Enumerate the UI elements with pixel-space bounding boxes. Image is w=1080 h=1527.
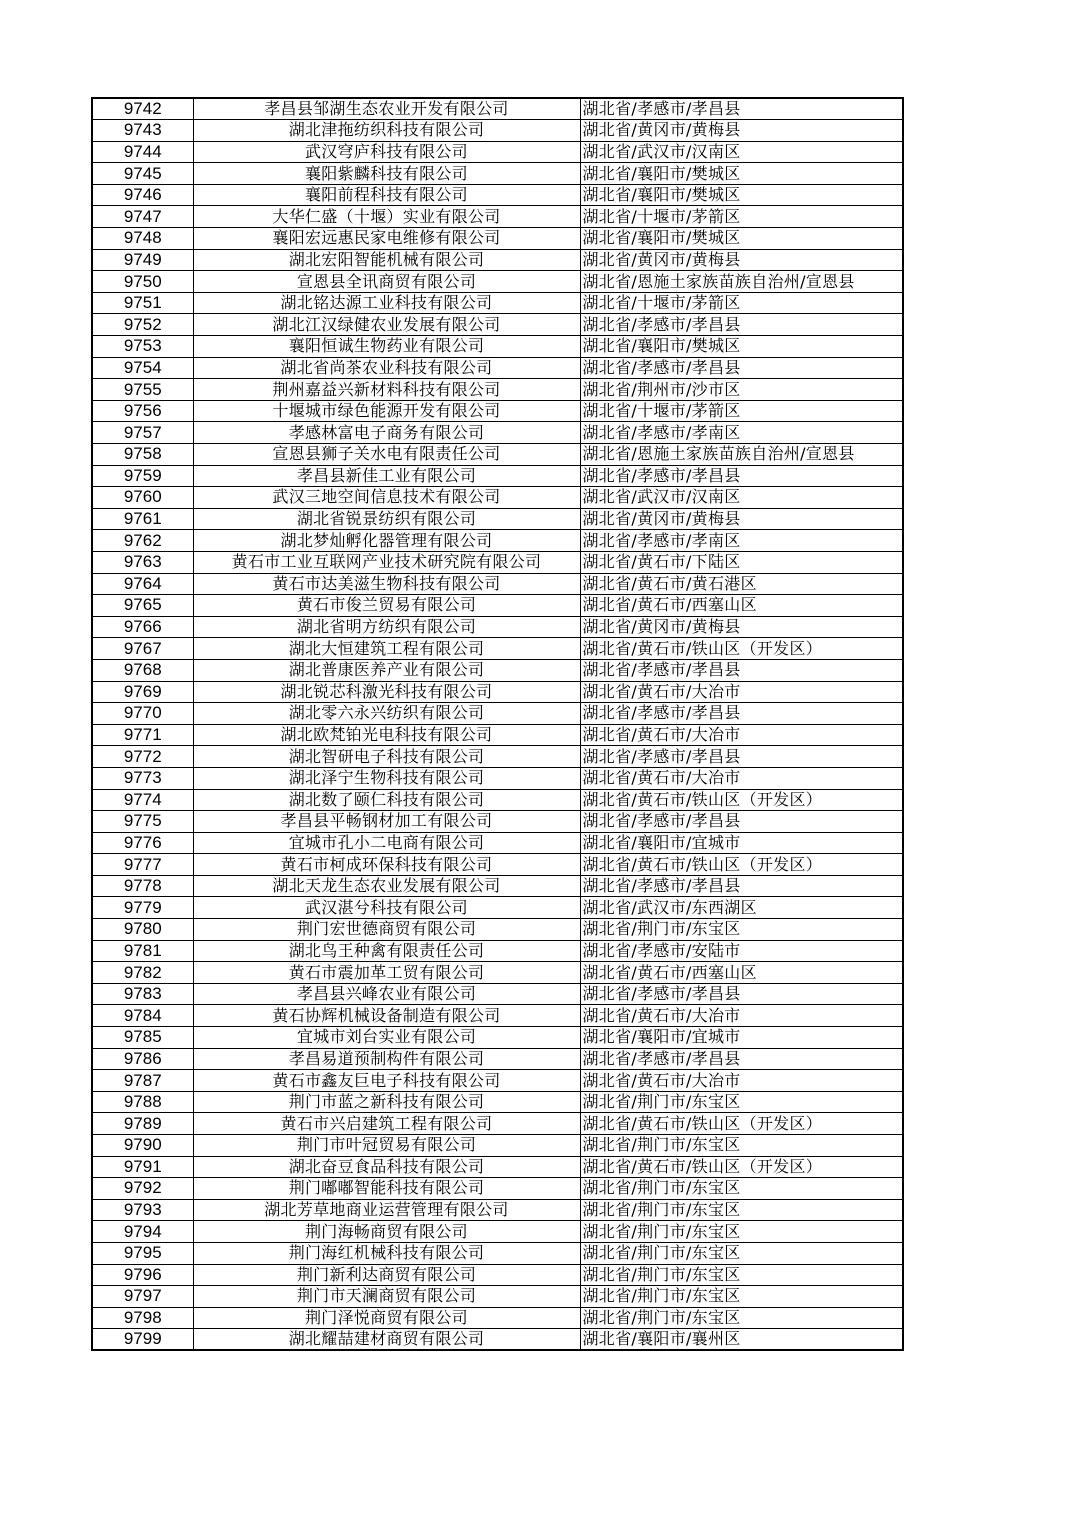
company-name-cell: 宣恩县全讯商贸有限公司 bbox=[193, 271, 580, 293]
company-name-cell: 湖北大恒建筑工程有限公司 bbox=[193, 638, 580, 660]
region-cell: 湖北省/黄石市/黄石港区 bbox=[580, 573, 903, 595]
region-cell: 湖北省/襄阳市/樊城区 bbox=[580, 336, 903, 358]
region-cell: 湖北省/襄阳市/宜城市 bbox=[580, 1027, 903, 1049]
company-name-cell: 湖北鸟王种禽有限责任公司 bbox=[193, 940, 580, 962]
row-number-cell: 9753 bbox=[92, 336, 193, 358]
company-name-cell: 黄石市工业互联网产业技术研究院有限公司 bbox=[193, 551, 580, 573]
region-cell: 湖北省/荆门市/东宝区 bbox=[580, 1135, 903, 1157]
company-name-cell: 湖北泽宁生物科技有限公司 bbox=[193, 767, 580, 789]
region-cell: 湖北省/孝感市/孝昌县 bbox=[580, 811, 903, 833]
company-name-cell: 湖北锐芯科激光科技有限公司 bbox=[193, 681, 580, 703]
table-row bbox=[92, 508, 903, 530]
table-row bbox=[92, 1135, 903, 1157]
row-number-cell: 9763 bbox=[92, 551, 193, 573]
company-name-cell: 黄石市震加革工贸有限公司 bbox=[193, 962, 580, 984]
row-number-cell: 9789 bbox=[92, 1113, 193, 1135]
region-cell: 湖北省/孝感市/安陆市 bbox=[580, 940, 903, 962]
table-row bbox=[92, 249, 903, 271]
region-cell: 湖北省/孝感市/孝南区 bbox=[580, 422, 903, 444]
company-name-cell: 荆门泽悦商贸有限公司 bbox=[193, 1307, 580, 1329]
table-row bbox=[92, 98, 903, 120]
region-cell: 湖北省/黄冈市/黄梅县 bbox=[580, 508, 903, 530]
region-cell: 湖北省/孝感市/孝南区 bbox=[580, 530, 903, 552]
region-cell: 湖北省/黄石市/下陆区 bbox=[580, 551, 903, 573]
region-cell: 湖北省/黄石市/大冶市 bbox=[580, 767, 903, 789]
region-cell: 湖北省/荆门市/东宝区 bbox=[580, 1199, 903, 1221]
company-name-cell: 荆门市蓝之新科技有限公司 bbox=[193, 1091, 580, 1113]
company-name-cell: 武汉三地空间信息技术有限公司 bbox=[193, 487, 580, 509]
row-number-cell: 9794 bbox=[92, 1221, 193, 1243]
row-number-cell: 9779 bbox=[92, 897, 193, 919]
row-number-cell: 9791 bbox=[92, 1156, 193, 1178]
row-number-cell: 9796 bbox=[92, 1264, 193, 1286]
table-row bbox=[92, 1178, 903, 1200]
region-cell: 湖北省/孝感市/孝昌县 bbox=[580, 357, 903, 379]
table-row bbox=[92, 184, 903, 206]
company-name-cell: 湖北耀喆建材商贸有限公司 bbox=[193, 1329, 580, 1351]
region-cell: 湖北省/孝感市/孝昌县 bbox=[580, 875, 903, 897]
company-name-cell: 湖北江汉绿健农业发展有限公司 bbox=[193, 314, 580, 336]
row-number-cell: 9751 bbox=[92, 292, 193, 314]
row-number-cell: 9771 bbox=[92, 724, 193, 746]
company-name-cell: 十堰城市绿色能源开发有限公司 bbox=[193, 400, 580, 422]
table-row bbox=[92, 465, 903, 487]
table-row bbox=[92, 659, 903, 681]
table-row bbox=[92, 1048, 903, 1070]
company-name-cell: 黄石协辉机械设备制造有限公司 bbox=[193, 1005, 580, 1027]
region-cell: 湖北省/黄冈市/黄梅县 bbox=[580, 616, 903, 638]
table-row bbox=[92, 811, 903, 833]
table-row bbox=[92, 1113, 903, 1135]
company-name-cell: 宜城市孔小二电商有限公司 bbox=[193, 832, 580, 854]
region-cell: 湖北省/黄石市/西塞山区 bbox=[580, 962, 903, 984]
company-name-cell: 大华仁盛（十堰）实业有限公司 bbox=[193, 206, 580, 228]
company-name-cell: 荆门嘟嘟智能科技有限公司 bbox=[193, 1178, 580, 1200]
company-name-cell: 孝昌县邹湖生态农业开发有限公司 bbox=[193, 98, 580, 120]
row-number-cell: 9745 bbox=[92, 163, 193, 185]
table-row bbox=[92, 789, 903, 811]
table-row bbox=[92, 1156, 903, 1178]
region-cell: 湖北省/黄石市/西塞山区 bbox=[580, 595, 903, 617]
row-number-cell: 9758 bbox=[92, 444, 193, 466]
row-number-cell: 9797 bbox=[92, 1286, 193, 1308]
row-number-cell: 9798 bbox=[92, 1307, 193, 1329]
table-row bbox=[92, 1286, 903, 1308]
row-number-cell: 9793 bbox=[92, 1199, 193, 1221]
table-row bbox=[92, 120, 903, 142]
company-name-cell: 武汉穹庐科技有限公司 bbox=[193, 141, 580, 163]
region-cell: 湖北省/黄石市/铁山区（开发区） bbox=[580, 638, 903, 660]
table-row bbox=[92, 962, 903, 984]
row-number-cell: 9781 bbox=[92, 940, 193, 962]
company-name-cell: 湖北智研电子科技有限公司 bbox=[193, 746, 580, 768]
table-row bbox=[92, 767, 903, 789]
row-number-cell: 9799 bbox=[92, 1329, 193, 1351]
region-cell: 湖北省/孝感市/孝昌县 bbox=[580, 465, 903, 487]
region-cell: 湖北省/黄石市/铁山区（开发区） bbox=[580, 1113, 903, 1135]
company-name-cell: 黄石市兴启建筑工程有限公司 bbox=[193, 1113, 580, 1135]
region-cell: 湖北省/孝感市/孝昌县 bbox=[580, 983, 903, 1005]
table-row bbox=[92, 1221, 903, 1243]
row-number-cell: 9783 bbox=[92, 983, 193, 1005]
company-name-cell: 荆门海红机械科技有限公司 bbox=[193, 1242, 580, 1264]
table-row bbox=[92, 163, 903, 185]
company-name-cell: 湖北奋豆食品科技有限公司 bbox=[193, 1156, 580, 1178]
region-cell: 湖北省/荆州市/沙市区 bbox=[580, 379, 903, 401]
table-row bbox=[92, 616, 903, 638]
row-number-cell: 9757 bbox=[92, 422, 193, 444]
table-row bbox=[92, 1199, 903, 1221]
row-number-cell: 9777 bbox=[92, 854, 193, 876]
region-cell: 湖北省/十堰市/茅箭区 bbox=[580, 206, 903, 228]
table-row bbox=[92, 1091, 903, 1113]
table-row bbox=[92, 832, 903, 854]
row-number-cell: 9747 bbox=[92, 206, 193, 228]
table-row bbox=[92, 638, 903, 660]
region-cell: 湖北省/黄冈市/黄梅县 bbox=[580, 120, 903, 142]
company-name-cell: 武汉湛兮科技有限公司 bbox=[193, 897, 580, 919]
company-name-cell: 荆州嘉益兴新材料科技有限公司 bbox=[193, 379, 580, 401]
table-row bbox=[92, 746, 903, 768]
row-number-cell: 9767 bbox=[92, 638, 193, 660]
region-cell: 湖北省/襄阳市/宜城市 bbox=[580, 832, 903, 854]
company-name-cell: 孝感林富电子商务有限公司 bbox=[193, 422, 580, 444]
table-row bbox=[92, 1070, 903, 1092]
company-name-cell: 孝昌县新佳工业有限公司 bbox=[193, 465, 580, 487]
region-cell: 湖北省/孝感市/孝昌县 bbox=[580, 98, 903, 120]
region-cell: 湖北省/荆门市/东宝区 bbox=[580, 1091, 903, 1113]
region-cell: 湖北省/十堰市/茅箭区 bbox=[580, 400, 903, 422]
row-number-cell: 9784 bbox=[92, 1005, 193, 1027]
table-row bbox=[92, 314, 903, 336]
row-number-cell: 9749 bbox=[92, 249, 193, 271]
row-number-cell: 9782 bbox=[92, 962, 193, 984]
company-name-cell: 湖北津拖纺织科技有限公司 bbox=[193, 120, 580, 142]
company-name-cell: 荆门市天澜商贸有限公司 bbox=[193, 1286, 580, 1308]
company-name-cell: 黄石市鑫友巨电子科技有限公司 bbox=[193, 1070, 580, 1092]
company-name-cell: 湖北梦灿孵化器管理有限公司 bbox=[193, 530, 580, 552]
row-number-cell: 9774 bbox=[92, 789, 193, 811]
row-number-cell: 9792 bbox=[92, 1178, 193, 1200]
region-cell: 湖北省/武汉市/汉南区 bbox=[580, 141, 903, 163]
region-cell: 湖北省/恩施土家族苗族自治州/宣恩县 bbox=[580, 444, 903, 466]
table-row bbox=[92, 487, 903, 509]
company-name-cell: 黄石市达美滋生物科技有限公司 bbox=[193, 573, 580, 595]
company-name-cell: 荆门市叶冠贸易有限公司 bbox=[193, 1135, 580, 1157]
row-number-cell: 9768 bbox=[92, 659, 193, 681]
region-cell: 湖北省/荆门市/东宝区 bbox=[580, 1264, 903, 1286]
row-number-cell: 9755 bbox=[92, 379, 193, 401]
company-list-body bbox=[92, 98, 903, 1350]
region-cell: 湖北省/荆门市/东宝区 bbox=[580, 1221, 903, 1243]
region-cell: 湖北省/荆门市/东宝区 bbox=[580, 1286, 903, 1308]
table-row bbox=[92, 551, 903, 573]
table-row bbox=[92, 703, 903, 725]
row-number-cell: 9787 bbox=[92, 1070, 193, 1092]
region-cell: 湖北省/黄石市/大冶市 bbox=[580, 724, 903, 746]
table-row bbox=[92, 422, 903, 444]
table-row bbox=[92, 573, 903, 595]
region-cell: 湖北省/黄石市/铁山区（开发区） bbox=[580, 854, 903, 876]
region-cell: 湖北省/十堰市/茅箭区 bbox=[580, 292, 903, 314]
table-row bbox=[92, 854, 903, 876]
company-name-cell: 宜城市刘台实业有限公司 bbox=[193, 1027, 580, 1049]
region-cell: 湖北省/荆门市/东宝区 bbox=[580, 1178, 903, 1200]
region-cell: 湖北省/黄石市/铁山区（开发区） bbox=[580, 789, 903, 811]
row-number-cell: 9765 bbox=[92, 595, 193, 617]
table-row bbox=[92, 940, 903, 962]
table-row bbox=[92, 1027, 903, 1049]
row-number-cell: 9790 bbox=[92, 1135, 193, 1157]
row-number-cell: 9770 bbox=[92, 703, 193, 725]
table-row bbox=[92, 141, 903, 163]
region-cell: 湖北省/襄阳市/樊城区 bbox=[580, 228, 903, 250]
table-row bbox=[92, 1329, 903, 1351]
row-number-cell: 9748 bbox=[92, 228, 193, 250]
company-name-cell: 湖北省明方纺织有限公司 bbox=[193, 616, 580, 638]
row-number-cell: 9754 bbox=[92, 357, 193, 379]
company-name-cell: 湖北芳草地商业运营管理有限公司 bbox=[193, 1199, 580, 1221]
row-number-cell: 9762 bbox=[92, 530, 193, 552]
company-name-cell: 襄阳紫麟科技有限公司 bbox=[193, 163, 580, 185]
table-row bbox=[92, 1264, 903, 1286]
company-name-cell: 湖北天龙生态农业发展有限公司 bbox=[193, 875, 580, 897]
region-cell: 湖北省/襄阳市/樊城区 bbox=[580, 163, 903, 185]
row-number-cell: 9769 bbox=[92, 681, 193, 703]
company-name-cell: 孝昌县平畅钢材加工有限公司 bbox=[193, 811, 580, 833]
row-number-cell: 9760 bbox=[92, 487, 193, 509]
company-name-cell: 湖北零六永兴纺织有限公司 bbox=[193, 703, 580, 725]
company-name-cell: 湖北数了颐仁科技有限公司 bbox=[193, 789, 580, 811]
row-number-cell: 9772 bbox=[92, 746, 193, 768]
row-number-cell: 9746 bbox=[92, 184, 193, 206]
region-cell: 湖北省/孝感市/孝昌县 bbox=[580, 314, 903, 336]
row-number-cell: 9750 bbox=[92, 271, 193, 293]
table-row bbox=[92, 1242, 903, 1264]
region-cell: 湖北省/荆门市/东宝区 bbox=[580, 1242, 903, 1264]
company-name-cell: 孝昌易道预制构件有限公司 bbox=[193, 1048, 580, 1070]
region-cell: 湖北省/黄石市/大冶市 bbox=[580, 681, 903, 703]
region-cell: 湖北省/武汉市/东西湖区 bbox=[580, 897, 903, 919]
row-number-cell: 9761 bbox=[92, 508, 193, 530]
table-row bbox=[92, 1307, 903, 1329]
row-number-cell: 9795 bbox=[92, 1242, 193, 1264]
region-cell: 湖北省/荆门市/东宝区 bbox=[580, 919, 903, 941]
company-list-table bbox=[91, 97, 904, 1351]
region-cell: 湖北省/武汉市/汉南区 bbox=[580, 487, 903, 509]
table-row bbox=[92, 292, 903, 314]
region-cell: 湖北省/孝感市/孝昌县 bbox=[580, 703, 903, 725]
company-name-cell: 黄石市柯成环保科技有限公司 bbox=[193, 854, 580, 876]
region-cell: 湖北省/襄阳市/襄州区 bbox=[580, 1329, 903, 1351]
table-row bbox=[92, 1005, 903, 1027]
table-row bbox=[92, 595, 903, 617]
row-number-cell: 9742 bbox=[92, 98, 193, 120]
company-name-cell: 黄石市俊兰贸易有限公司 bbox=[193, 595, 580, 617]
table-row bbox=[92, 681, 903, 703]
row-number-cell: 9785 bbox=[92, 1027, 193, 1049]
table-row bbox=[92, 336, 903, 358]
row-number-cell: 9744 bbox=[92, 141, 193, 163]
company-name-cell: 荆门宏世德商贸有限公司 bbox=[193, 919, 580, 941]
company-name-cell: 湖北普康医养产业有限公司 bbox=[193, 659, 580, 681]
table-row bbox=[92, 724, 903, 746]
company-name-cell: 湖北省尚茶农业科技有限公司 bbox=[193, 357, 580, 379]
region-cell: 湖北省/黄冈市/黄梅县 bbox=[580, 249, 903, 271]
region-cell: 湖北省/黄石市/大冶市 bbox=[580, 1005, 903, 1027]
table-row bbox=[92, 919, 903, 941]
region-cell: 湖北省/孝感市/孝昌县 bbox=[580, 1048, 903, 1070]
region-cell: 湖北省/恩施土家族苗族自治州/宣恩县 bbox=[580, 271, 903, 293]
region-cell: 湖北省/孝感市/孝昌县 bbox=[580, 746, 903, 768]
table-row bbox=[92, 875, 903, 897]
table-row bbox=[92, 444, 903, 466]
row-number-cell: 9778 bbox=[92, 875, 193, 897]
table-row bbox=[92, 228, 903, 250]
region-cell: 湖北省/襄阳市/樊城区 bbox=[580, 184, 903, 206]
row-number-cell: 9756 bbox=[92, 400, 193, 422]
row-number-cell: 9764 bbox=[92, 573, 193, 595]
row-number-cell: 9786 bbox=[92, 1048, 193, 1070]
region-cell: 湖北省/孝感市/孝昌县 bbox=[580, 659, 903, 681]
company-name-cell: 襄阳前程科技有限公司 bbox=[193, 184, 580, 206]
table-row bbox=[92, 357, 903, 379]
company-name-cell: 襄阳宏远惠民家电维修有限公司 bbox=[193, 228, 580, 250]
table-row bbox=[92, 379, 903, 401]
region-cell: 湖北省/黄石市/大冶市 bbox=[580, 1070, 903, 1092]
row-number-cell: 9788 bbox=[92, 1091, 193, 1113]
row-number-cell: 9766 bbox=[92, 616, 193, 638]
region-cell: 湖北省/荆门市/东宝区 bbox=[580, 1307, 903, 1329]
company-name-cell: 荆门海畅商贸有限公司 bbox=[193, 1221, 580, 1243]
row-number-cell: 9759 bbox=[92, 465, 193, 487]
company-name-cell: 湖北省锐景纺织有限公司 bbox=[193, 508, 580, 530]
row-number-cell: 9780 bbox=[92, 919, 193, 941]
table-row bbox=[92, 206, 903, 228]
company-name-cell: 宣恩县狮子关水电有限责任公司 bbox=[193, 444, 580, 466]
company-name-cell: 湖北宏阳智能机械有限公司 bbox=[193, 249, 580, 271]
table-row bbox=[92, 530, 903, 552]
row-number-cell: 9776 bbox=[92, 832, 193, 854]
table-row bbox=[92, 271, 903, 293]
company-name-cell: 湖北铭达源工业科技有限公司 bbox=[193, 292, 580, 314]
company-name-cell: 湖北欧梵铂光电科技有限公司 bbox=[193, 724, 580, 746]
table-row bbox=[92, 400, 903, 422]
row-number-cell: 9743 bbox=[92, 120, 193, 142]
table-row bbox=[92, 897, 903, 919]
row-number-cell: 9775 bbox=[92, 811, 193, 833]
row-number-cell: 9773 bbox=[92, 767, 193, 789]
row-number-cell: 9752 bbox=[92, 314, 193, 336]
table-row bbox=[92, 983, 903, 1005]
region-cell: 湖北省/黄石市/铁山区（开发区） bbox=[580, 1156, 903, 1178]
company-name-cell: 襄阳恒诚生物药业有限公司 bbox=[193, 336, 580, 358]
company-name-cell: 孝昌县兴峰农业有限公司 bbox=[193, 983, 580, 1005]
company-name-cell: 荆门新利达商贸有限公司 bbox=[193, 1264, 580, 1286]
